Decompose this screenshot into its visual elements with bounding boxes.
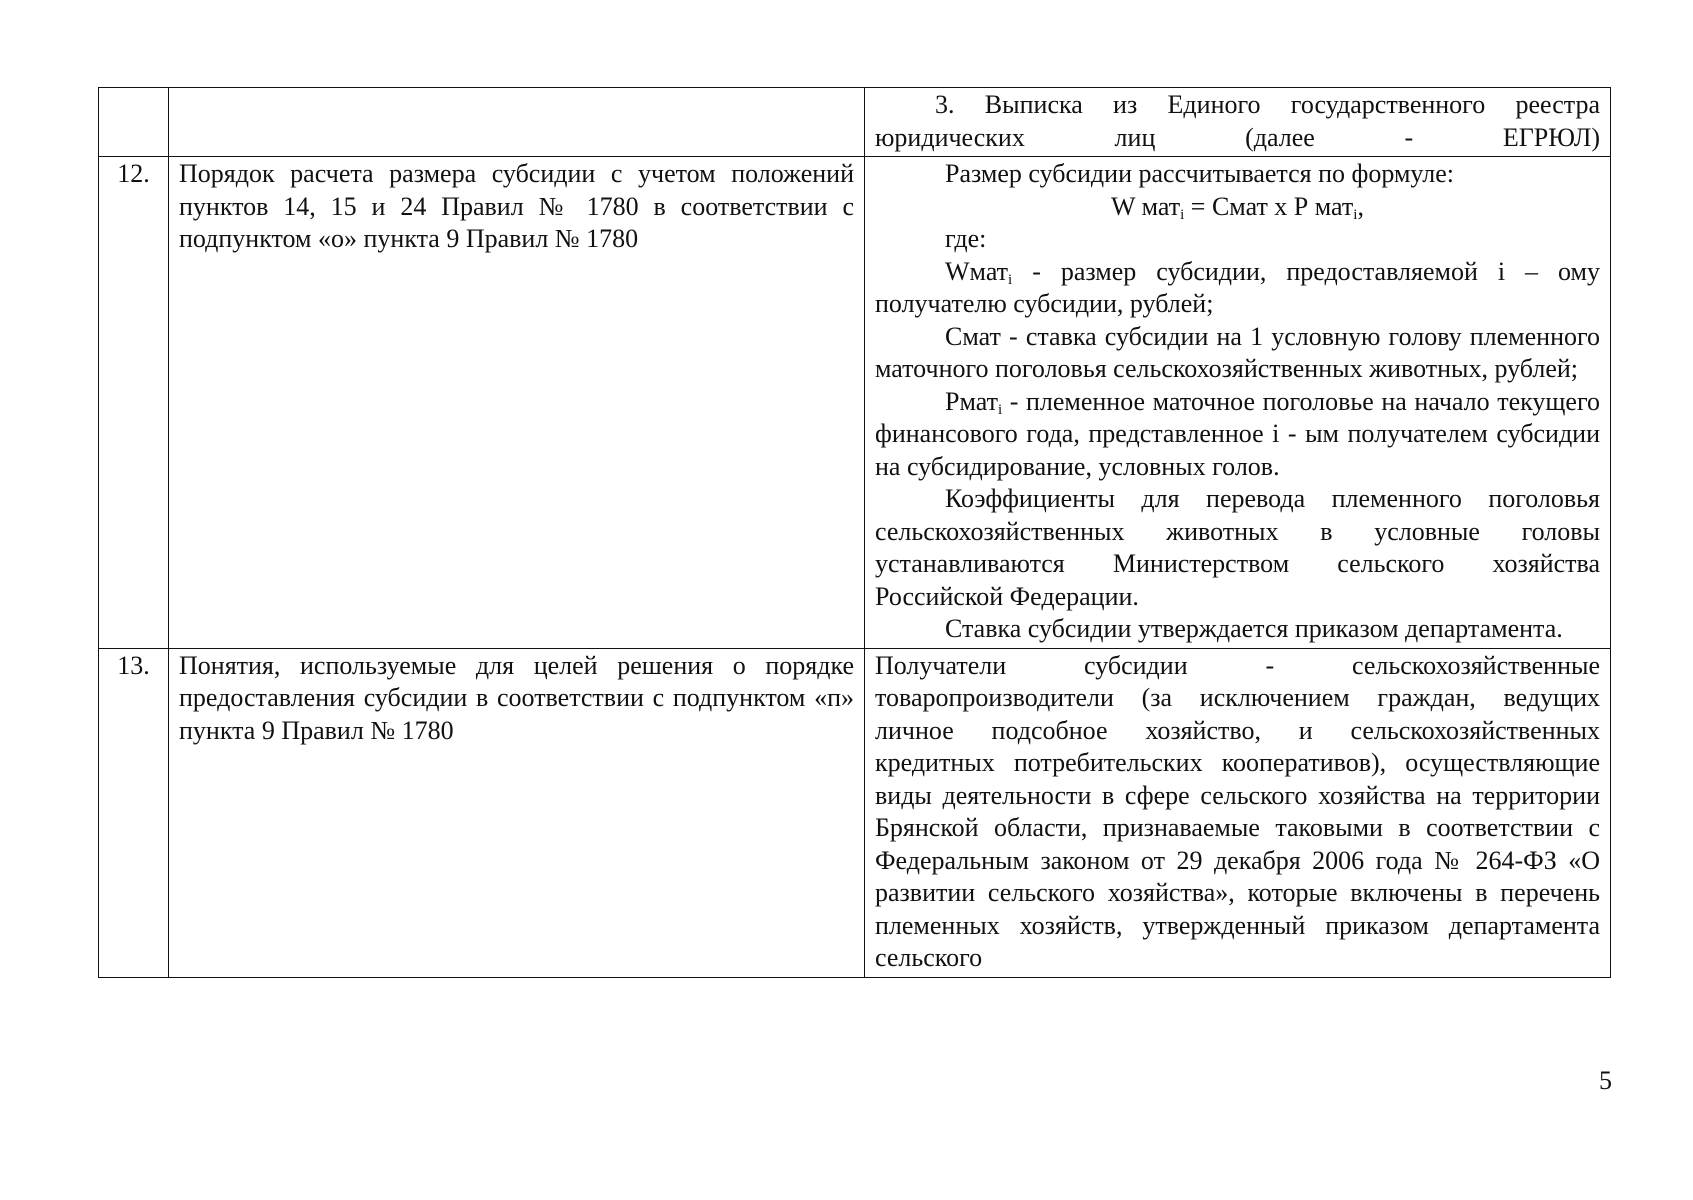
table-row: [99, 648, 1611, 977]
formula-tail: ,: [1357, 191, 1364, 221]
row-content: [865, 157, 1611, 649]
definition: [875, 321, 1600, 386]
table-row: [99, 157, 1611, 649]
definition-term: Смат: [945, 321, 1001, 351]
formula-index: i: [1353, 206, 1358, 223]
row-item: Понятия, используемые для целей решения о порядке предоставления субсидии в соответствии с подпунктом «п» пункта 9 Правил № 1780: [169, 648, 865, 977]
document-table: [98, 87, 1611, 978]
term-index: i: [1008, 271, 1013, 288]
definition-term: Рмат: [945, 386, 998, 416]
formula-rhs: = Смат х Р мат: [1184, 191, 1354, 221]
term-index: i: [997, 401, 1003, 418]
table-row: [99, 88, 1611, 157]
row-number: 13.: [99, 648, 169, 977]
row-item: Порядок расчета размера субсидии с учетом положений пунктов 14, 15 и 24 Правил № 1780 в соответствии с подпунктом «о» пункта 9 Правил № 1780: [169, 157, 865, 649]
formula-intro: Размер субсидии рассчитывается по формуле:: [945, 159, 1455, 188]
content-paragraph: Ставка субсидии утверждается приказом департамента.: [945, 614, 1563, 643]
formula-lhs: W мат: [1111, 191, 1181, 221]
definition: [875, 386, 1600, 484]
content-paragraph: Коэффициенты для перевода племенного поголовья сельскохозяйственных животных в условные головы устанавливаются Министерством сельского хозяйства Российской Федерации.: [875, 484, 1600, 611]
formula: [875, 191, 1600, 224]
formula-index: i: [1180, 206, 1185, 223]
content-paragraph: 3. Выписка из Единого государственного реестра юридических лиц (далее - ЕГРЮЛ): [875, 90, 1600, 152]
row-number: 12.: [99, 157, 169, 649]
definition-term: Wмат: [945, 256, 1009, 286]
row-number: [99, 88, 169, 157]
definition-text: - племенное маточное поголовье на начало текущего финансового года, представленное i - ым получателем субсидии на субсидирование, условных голов.: [875, 386, 1600, 481]
row-content: [865, 88, 1611, 157]
formula-where: где:: [945, 224, 987, 253]
row-content: [865, 648, 1611, 977]
content-paragraph: Получатели субсидии - сельскохозяйственные товаропроизводители (за исключением граждан, ведущих личное подсобное хозяйство, и сельскохозяйственных кредитных потребительских кооперативов), осуществляющие виды деятельности в сфере сельского хозяйства на территории Брянской области, признаваемые таковыми в соответствии с Федеральным законом от 29 декабря 2006 года № 264-ФЗ «О развитии сельского хозяйства», которые включены в перечень племенных хозяйств, утвержденный приказом департамента сельского: [875, 650, 1600, 972]
row-item: [169, 88, 865, 157]
definition-text: - ставка субсидии на 1 условную голову племенного маточного поголовья сельскохозяйственных животных, рублей;: [875, 321, 1600, 383]
definition-text: - размер субсидии, предоставляемой i – ому получателю субсидии, рублей;: [875, 256, 1600, 318]
definition: [875, 256, 1600, 321]
page-number: 5: [1599, 1066, 1612, 1095]
